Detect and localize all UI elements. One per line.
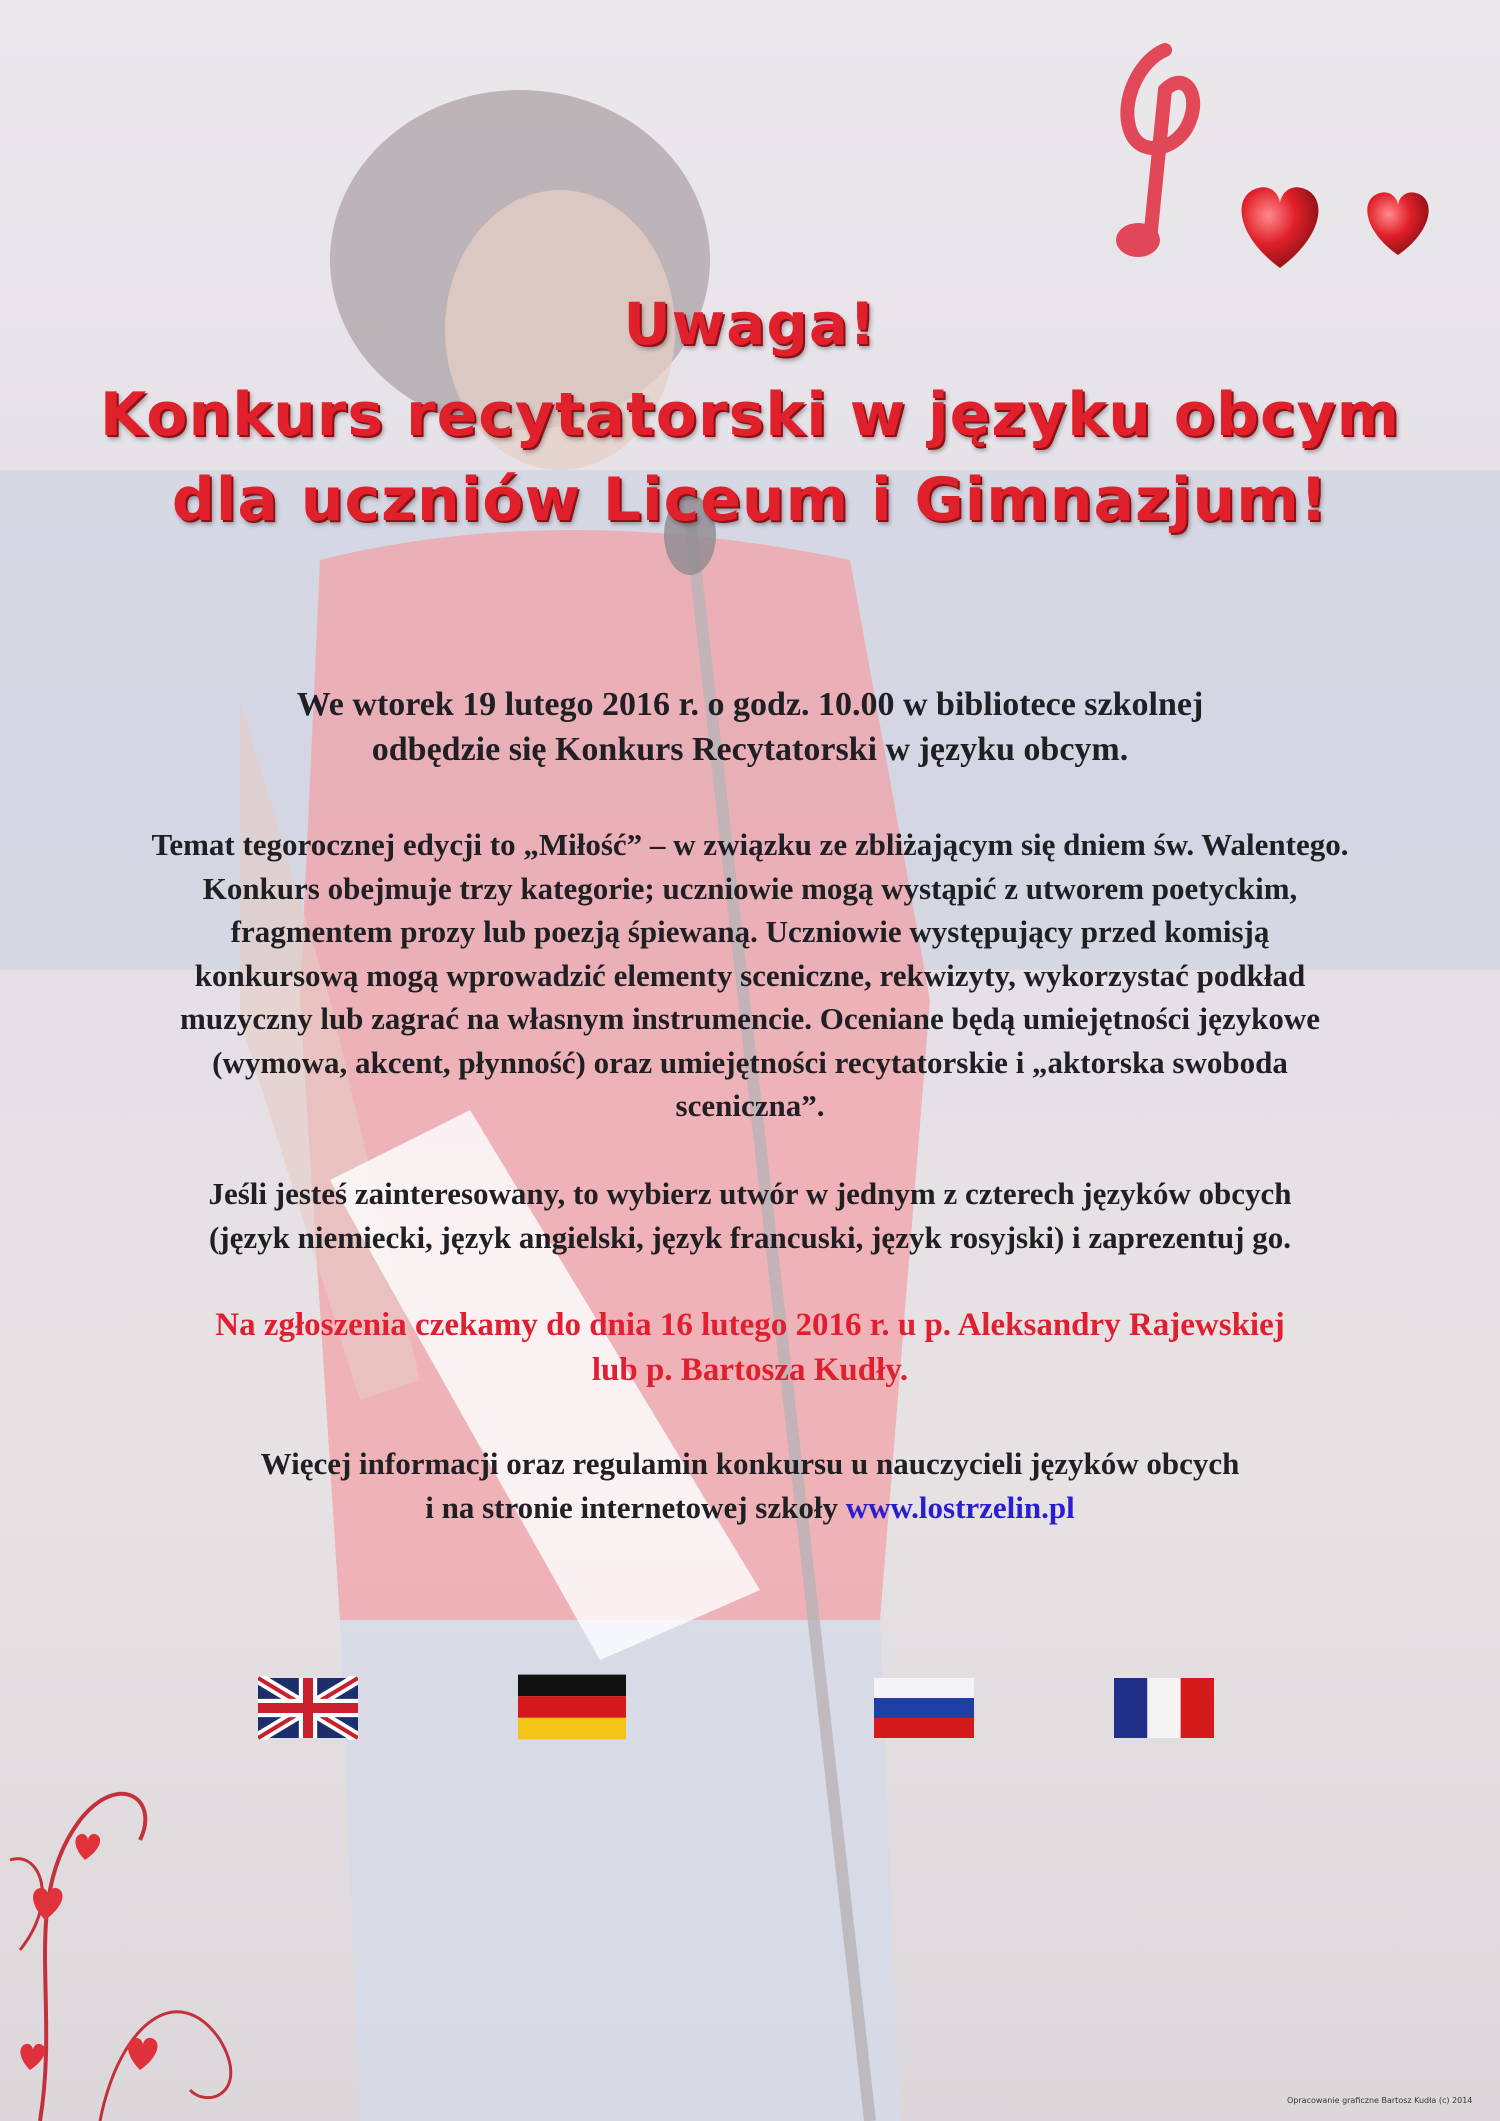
body-line: sceniczna”. xyxy=(675,1088,825,1123)
description-paragraph xyxy=(40,823,1460,1128)
france-flag-icon xyxy=(1114,1676,1214,1740)
title-line-3: dla uczniów Liceum i Gimnazjum! xyxy=(171,465,1329,535)
uk-flag-icon xyxy=(258,1676,358,1740)
intro-line-2: odbędzie się Konkurs Recytatorski w języku obcym. xyxy=(371,731,1129,768)
russia-flag-icon xyxy=(874,1676,974,1740)
body-line: Konkurs obejmuje trzy kategorie; uczniowie mogą wystąpić z utworem poetyckim, xyxy=(202,870,1298,906)
languages-line-1: Jeśli jesteś zainteresowany, to wybierz utwór w jednym z czterech języków obcych xyxy=(208,1176,1292,1211)
more-info-prefix: i na stronie internetowej szkoły xyxy=(425,1490,846,1525)
title-line-2: Konkurs recytatorski w języku obcym xyxy=(99,380,1401,450)
intro-paragraph xyxy=(40,682,1460,772)
body-line: muzyczny lub zagrać na własnym instrumencie. Oceniane będą umiejętności językowe xyxy=(180,1001,1320,1036)
more-info-line-1: Więcej informacji oraz regulamin konkursu u nauczycieli języków obcych xyxy=(260,1446,1240,1481)
more-info-paragraph xyxy=(40,1442,1460,1530)
title-line-1: Uwaga! xyxy=(623,290,877,358)
school-website-link[interactable]: www.lostrzelin.pl xyxy=(845,1490,1075,1525)
languages-line-2: (język niemiecki, język angielski, język francuski, język rosyjski) i zaprezentuj go. xyxy=(208,1220,1291,1255)
body-line: fragmentem prozy lub poezją śpiewaną. Uczniowie występujący przed komisją xyxy=(230,914,1270,949)
intro-line-1: We wtorek 19 lutego 2016 r. o godz. 10.00 w bibliotece szkolnej xyxy=(296,686,1204,723)
deadline-line-2: lub p. Bartosza Kudły. xyxy=(591,1352,909,1388)
germany-flag-icon xyxy=(518,1672,626,1742)
deadline-line-1: Na zgłoszenia czekamy do dnia 16 lutego 2016 r. u p. Aleksandry Rajewskiej xyxy=(215,1307,1285,1343)
languages-paragraph xyxy=(40,1172,1460,1260)
more-info-line-2 xyxy=(40,1486,1460,1530)
body-line: (wymowa, akcent, płynność) oraz umiejętności recytatorskie i „aktorska swoboda xyxy=(212,1044,1288,1080)
body-line: Temat tegorocznej edycji to „Miłość” – w związku ze zbliżającym się dniem św. Walentego. xyxy=(151,827,1349,862)
deadline-paragraph xyxy=(40,1303,1460,1393)
graphic-credit: Opracowanie graficzne Bartosz Kudła (c) 2014 xyxy=(1287,2096,1473,2105)
body-line: konkursową mogą wprowadzić elementy sceniczne, rekwizyty, wykorzystać podkład xyxy=(194,957,1306,993)
